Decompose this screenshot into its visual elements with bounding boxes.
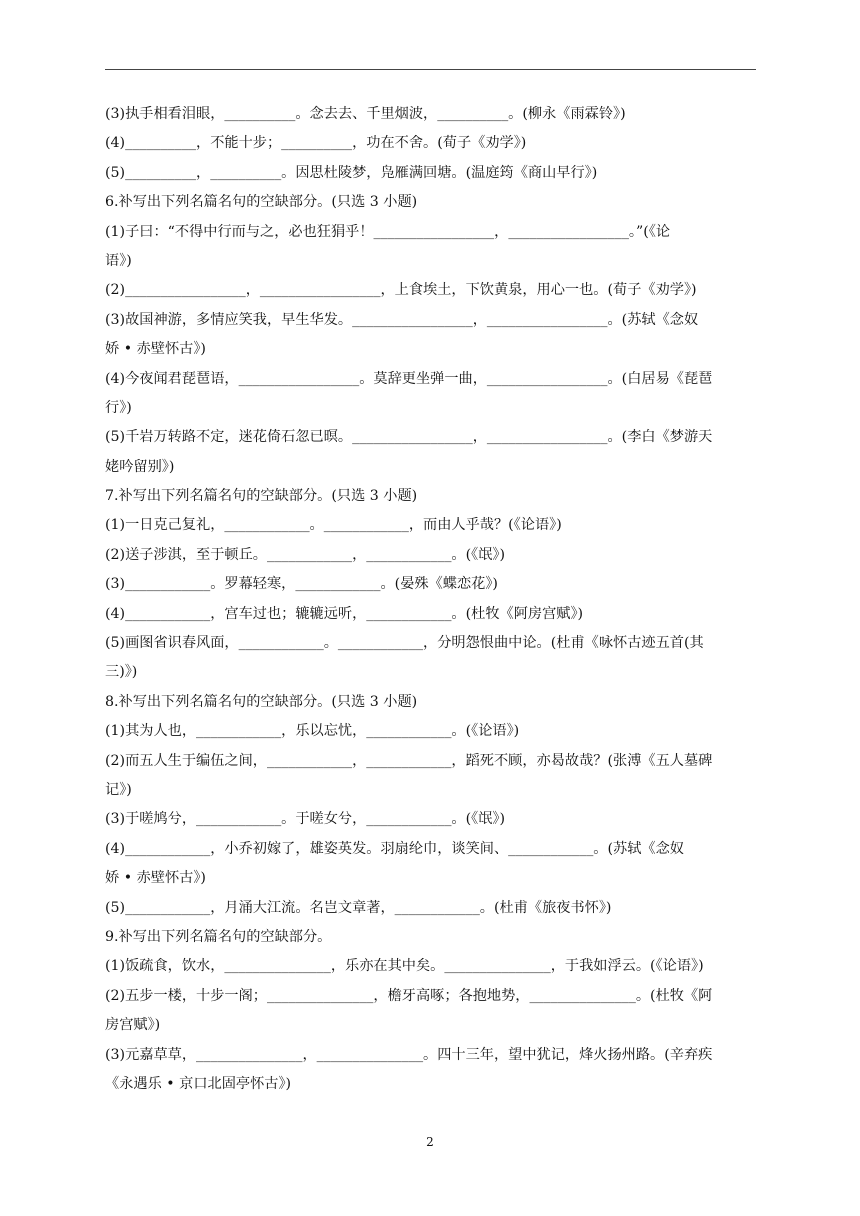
page-number: 2 [426,1135,434,1149]
text-line: 《永遇乐 • 京口北固亭怀古》) [105,1075,292,1092]
text-line: (2)五步一楼，十步一阁；_______________，檐牙高啄；各抱地势，_______________。(杜牧《阿 [105,987,713,1004]
text-line: (4)____________，宫车过也；辘辘远听，____________。(杜牧《阿房宫赋》) [105,605,584,622]
text-line: (1)饭疏食，饮水，_______________，乐亦在其中矣。_______________，于我如浮云。(《论语》) [105,958,704,975]
header-rule [105,69,756,70]
text-line: (1)子曰：“不得中行而与之，必也狂狷乎！_________________，_________________。”(《论 [105,223,671,240]
text-line: (4)____________，小乔初嫁了，雄姿英发。羽扇纶巾，谈笑间、____________。(苏轼《念奴 [105,840,684,857]
text-line: (3)故国神游，多情应笑我，早生华发。_________________，_________________。(苏轼《念奴 [105,311,699,328]
text-line: (3)元嘉草草，_______________，_______________。四十三年，望中犹记，烽火扬州路。(辛弃疾 [105,1046,713,1063]
question-heading: 7.补写出下列名篇名句的空缺部分。(只选 3 小题) [105,488,418,505]
text-line: (5)千岩万转路不定，迷花倚石忽已暝。_________________，_________________。(李白《梦游天 [105,429,713,446]
text-line: (1)一日克己复礼，____________。____________，而由人乎哉？(《论语》) [105,517,562,534]
text-line: 行》) [105,399,132,416]
text-line: (5)____________，月涌大江流。名岂文章著，____________。(杜甫《旅夜书怀》) [105,899,612,916]
text-line: 姥吟留别》) [105,458,175,475]
text-line: 房宫赋》) [105,1017,161,1034]
text-line: (1)其为人也，____________，乐以忘忧，____________。(《论语》) [105,723,520,740]
text-line: 娇 • 赤壁怀古》) [105,341,206,358]
text-line: 语》) [105,252,132,269]
text-line: 三)》) [105,664,138,681]
question-heading: 9.补写出下列名篇名句的空缺部分。 [105,928,332,945]
document-body [105,100,756,1099]
text-line: (3)执手相看泪眼，__________。念去去、千里烟波，__________。(柳永《雨霖铃》) [105,106,626,122]
text-line: (2)而五人生于编伍之间，____________，____________，蹈死不顾，亦曷故哉？(张溥《五人墓碑 [105,752,713,769]
text-line: (2)_________________，_________________，上食埃土，下饮黄泉，用心一也。(荀子《劝学》) [105,282,697,299]
text-line: (3)于嗟鸠兮，____________。于嗟女兮，____________。(《氓》) [105,811,506,828]
text-line: (2)送子涉淇，至于顿丘。____________，____________。(《氓》) [105,546,506,563]
text-line: 娇 • 赤壁怀古》) [105,870,206,887]
text-line: (5)画图省识春风面，____________。____________，分明怨恨曲中论。(杜甫《咏怀古迹五首(其 [105,635,704,652]
question-heading: 6.补写出下列名篇名句的空缺部分。(只选 3 小题) [105,194,418,211]
question-heading: 8.补写出下列名篇名句的空缺部分。(只选 3 小题) [105,693,418,710]
text-line: (5)__________，__________。因思杜陵梦，凫雁满回塘。(温庭筠《商山早行》) [105,164,598,181]
text-line: 记》) [105,781,132,798]
text-line: (4)__________，不能十步；__________，功在不舍。(荀子《劝学》) [105,135,527,152]
text-line: (3)____________。罗幕轻寒，____________。(晏殊《蝶恋花》) [105,576,498,593]
text-line: (4)今夜闻君琵琶语，_________________。莫辞更坐弹一曲，_________________。(白居易《琵琶 [105,370,713,387]
